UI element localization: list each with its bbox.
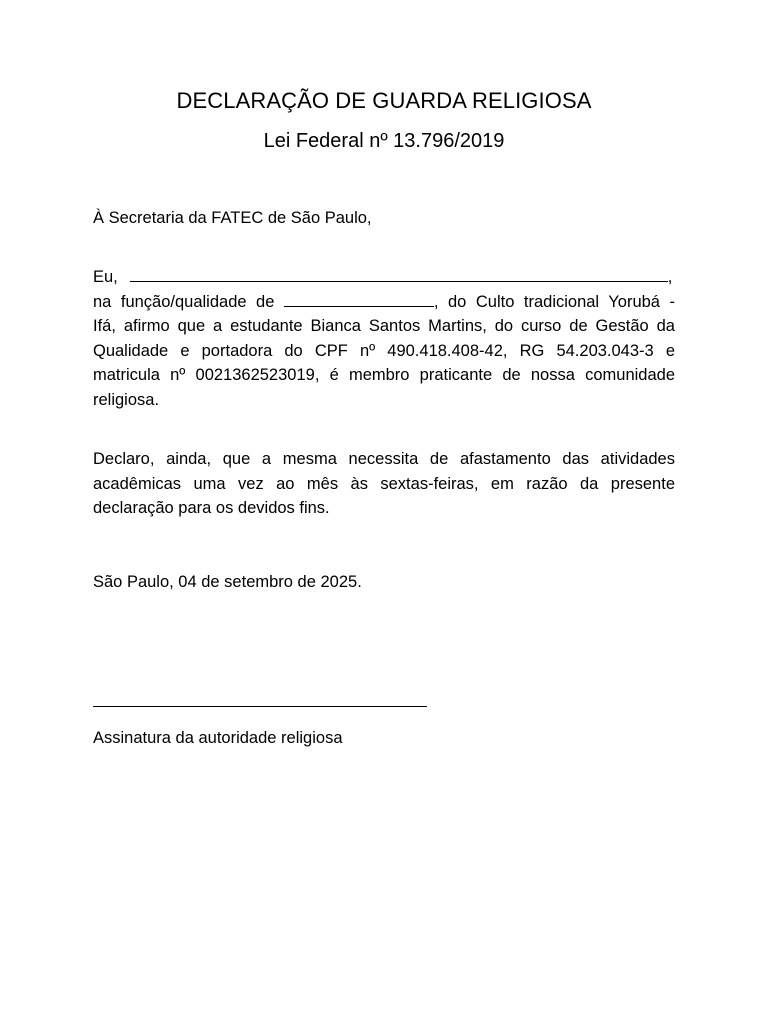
- declaration-paragraph-2: [93, 447, 675, 521]
- paragraph-1-line-6: religiosa.: [93, 390, 160, 409]
- name-suffix: ,: [667, 268, 673, 286]
- paragraph-2-line-1: Declaro, ainda, que a mesma necessita de afastamento das atividades: [93, 450, 675, 468]
- role-prefix: na função/qualidade de: [93, 292, 275, 311]
- name-prefix: Eu,: [93, 268, 118, 286]
- paragraph-1-line-1: [93, 265, 675, 290]
- paragraph-1-line-5: matricula nº 0021362523019, é membro praticante de nossa comunidade: [93, 366, 675, 384]
- paragraph-1-line-3: Ifá, afirmo que a estudante Bianca Santos Martins, do curso de Gestão da: [93, 317, 675, 335]
- paragraph-1-line-4: Qualidade e portadora do CPF nº 490.418.408-42, RG 54.203.043-3 e: [93, 341, 675, 360]
- declaration-paragraph-1: [93, 265, 675, 412]
- signature-label: Assinatura da autoridade religiosa: [93, 729, 343, 747]
- paragraph-2-line-3: declaração para os devidos fins.: [93, 499, 330, 517]
- role-suffix: , do Culto tradicional Yorubá -: [433, 292, 675, 311]
- role-blank-line: [284, 291, 434, 307]
- paragraph-1-line-2: [93, 290, 675, 315]
- signature-line: [93, 706, 427, 707]
- date-line: São Paulo, 04 de setembro de 2025.: [93, 573, 362, 591]
- document-title: DECLARAÇÃO DE GUARDA RELIGIOSA: [176, 88, 592, 113]
- name-blank-line: [130, 266, 668, 282]
- document-subtitle: Lei Federal nº 13.796/2019: [263, 130, 505, 152]
- addressee-line: À Secretaria da FATEC de São Paulo,: [93, 209, 372, 227]
- paragraph-2-line-2: acadêmicas uma vez ao mês às sextas-feiras, em razão da presente: [93, 474, 675, 493]
